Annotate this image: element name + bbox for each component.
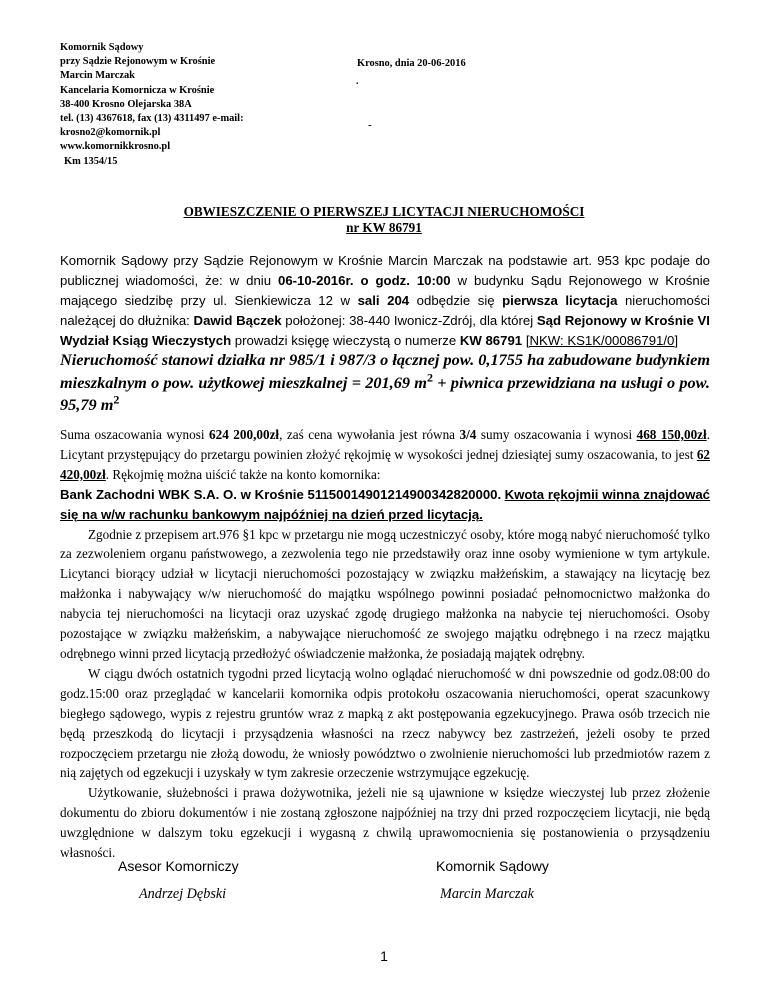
header-dot: . xyxy=(356,76,359,87)
left-signature-name: Andrzej Dębski xyxy=(139,886,227,902)
header-line: Marcin Marczak xyxy=(60,70,135,82)
nkw-reference: [NKW: KS1K/00086791/0] xyxy=(525,332,679,348)
header-line: przy Sądzie Rejonowym w Krośnie xyxy=(60,56,216,68)
document-date: Krosno, dnia 20-06-2016 xyxy=(357,58,466,69)
page-number: 1 xyxy=(380,948,388,964)
paragraph-participants: Zgodnie z przepisem art.976 §1 kpc w przetargu nie mogą uczestniczyć osoby, które mogą nabyć nieruchomość tylko za zezwoleniem organu państwowego, a zezwolenia tego nie przedstawiły oraz inne osoby wymienione w tym artykule. Licytanci biorący udział w licytacji nieruchomości pozostający w związku małżeńskim, a stawający na licytację bez małżonka i nabywający w/w nieruchomość do majątku wspólnego powinni posiadać pełnomocnictwo małżonka do nabycia tej nieruchomości na licytacji oraz uzyskać zgodę drugiego małżonka na nabycie tej nieruchomości. Osoby pozostające w związku małżeńskim, a nabywające nieruchomość ze swojego majątku odrębnego i na rzecz majątku odrębnego winni przed licytacją przedłożyć oświadczenie małżonka, że posiadają majątek odrębny. xyxy=(60,526,710,661)
auction-room: sali 204 xyxy=(357,292,410,308)
deposit-amount: 62 420,00zł xyxy=(60,446,710,482)
header-dash: - xyxy=(368,119,372,131)
title-line-2: nr KW 86791 xyxy=(346,220,422,235)
property-description: Nieruchomość stanowi działka nr 985/1 i 987/3 o łącznej pow. 0,1755 ha zabudowane budynkiem mieszkalnym o pow. użytkowej mieszkalnej = 201,69 $m^2$ + piwnica przewidziana na usługi o pow. 95,79 $m^2$ xyxy=(60,350,710,414)
right-signature-role: Komornik Sądowy xyxy=(436,858,549,874)
paragraph-inspection: W ciągu dwóch ostatnich tygodni przed licytacją wolno oglądać nieruchomość w dni powszednie od godz.08:00 do godz.15:00 oraz przeglądać w kancelarii komornika odpis protokołu oszacowania nieruchomości, operat szacunkowy biegłego sądowego, wypis z rejestru gruntów wraz z mapką z akt postępowania egzekucyjnego. Prawa osób trzecich nie będą przeszkodą do licytacji i przysądzenia własności na rzecz nabywcy bez zastrzeżeń, jeżeli osoby te przed rozpoczęciem przetargu nie złożą dowodu, że wniosły powództwo o zwolnienie nieruchomości lub przedmiotów razem z nią zajętych od egzekucji i uzyskały w tym zakresie orzeczenie wstrzymujące egzekucję. xyxy=(60,665,710,781)
header-line: tel. (13) 4367618, fax (13) 4311497 e-mail: xyxy=(60,113,244,125)
deposit-deadline: Kwota rękojmii winna znajdować się na w/w rachunku bankowym najpóźniej na dzień przed licytacją. xyxy=(60,486,711,522)
paragraph-easements: Użytkowanie, służebności i prawa dożywotnika, jeżeli nie są ujawnione w księdze wieczystej lub przez złożenie dokumentu do zbioru dokumentów i nie zostaną zgłoszone najpóźniej na trzy dni przed rozpoczęciem licytacji, nie będą uwzględnione w dalszym toku egzekucji i wygasną z chwilą uprawomocnienia się postanowienia o przysądzeniu własności. xyxy=(60,785,710,861)
debtor-name: Dawid Bączek xyxy=(193,312,282,328)
right-signature-name: Marcin Marczak xyxy=(440,886,534,902)
auction-date: 06-10-2016r. o godz. 10:00 xyxy=(278,272,451,288)
title-line-1: OBWIESZCZENIE O PIERWSZEJ LICYTACJI NIERUCHOMOŚCI xyxy=(183,204,585,219)
auction-terms xyxy=(60,425,710,863)
valuation-paragraph: Suma oszacowania wynosi 624 200,00zł, zaś cena wywołania jest równa 3/4 sumy oszacowania i wynosi 468 150,00zł. Licytant przystępujący do przetargu powinien złożyć rękojmię w wysokości jednej dziesiątej sumy oszacowania, to jest 62 420,00zł. Rękojmię można uiścić także na konto komornika: Bank Zachodni WBK S.A. O. w Krośnie 51150014901214900342820000. Kwota rękojmii winna znajdować się na w/w rachunku bankowym najpóźniej na dzień przed licytacją. xyxy=(60,427,711,522)
left-signature-role: Asesor Komorniczy xyxy=(118,858,239,874)
land-register-number: KW 86791 xyxy=(459,332,523,348)
header-line: Komornik Sądowy xyxy=(60,42,144,53)
header-line: www.komornikkrosno.pl xyxy=(60,141,171,153)
document-title xyxy=(0,204,768,236)
header-line: krosno2@komornik.pl xyxy=(60,127,161,139)
header-line: Kancelaria Komornicza w Krośnie xyxy=(60,84,215,96)
case-number: Km 1354/15 xyxy=(64,155,118,167)
header-line: 38-400 Krosno Olejarska 38A xyxy=(60,98,192,110)
auction-type: pierwsza licytacja xyxy=(502,292,618,308)
bank-account: Bank Zachodni WBK S.A. O. w Krośnie 51150014901214900342820000. xyxy=(60,486,502,502)
bailiff-header-block xyxy=(60,41,244,169)
intro-paragraph: Komornik Sądowy przy Sądzie Rejonowym w Krośnie Marcin Marczak na podstawie art. 953 kpc podaje do publicznej wiadomości, że: w dniu 06-10-2016r. o godz. 10:00 w budynku Sądu Rejonowego w Krośnie mającego siedzibę przy ul. Sienkiewicza 12 w sali 204 odbędzie się pierwsza licytacja nieruchomości należącej do dłużnika: Dawid Bączek położonej: 38-440 Iwonicz-Zdrój, dla której Sąd Rejonowy w Krośnie VI Wydział Ksiąg Wieczystych prowadzi księgę wieczystą o numerze KW 86791 [NKW: KS1K/00086791/0] xyxy=(60,253,710,348)
starting-price: 468 150,00zł xyxy=(636,427,707,442)
court-name: Sąd Rejonowy w Krośnie VI Wydział Ksiąg Wieczystych xyxy=(60,312,710,348)
valuation-sum: 624 200,00zł xyxy=(209,427,280,442)
